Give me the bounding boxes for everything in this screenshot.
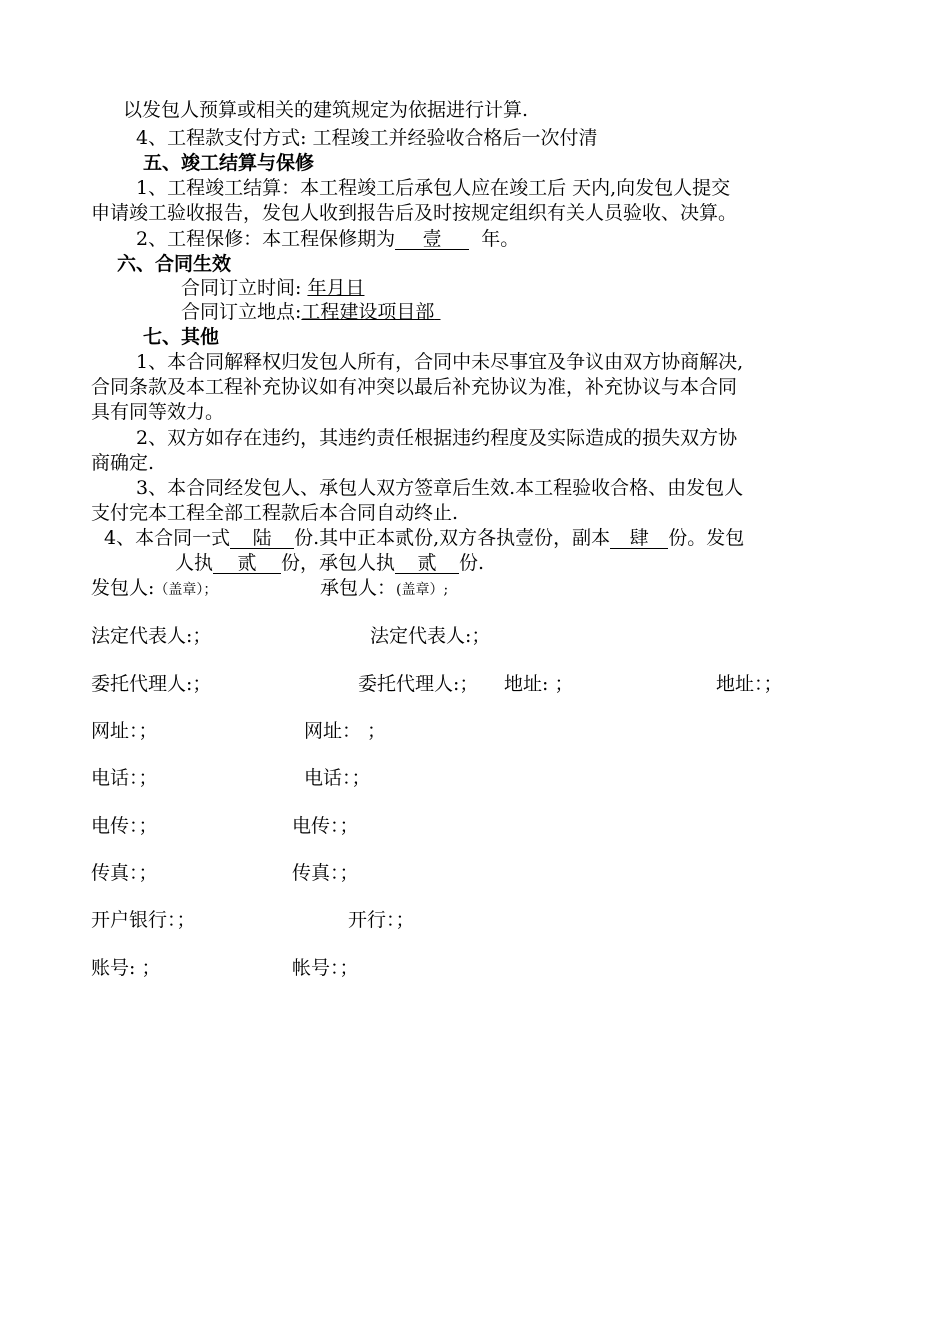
bank-employer: 开户银行：；: [91, 909, 196, 931]
website-contractor: 网址： ；: [304, 720, 387, 742]
legal-rep-contractor: 法定代表人:；: [370, 625, 491, 647]
copies-text: 份.其中正本贰份,双方各执壹份，副本: [294, 527, 611, 549]
sign-date-line: [181, 276, 364, 300]
fax-employer: 传真：；: [91, 862, 158, 884]
legal-rep-employer: 法定代表人:；: [91, 625, 212, 647]
sign-place-line: [181, 300, 440, 324]
warranty-line: [136, 227, 519, 251]
address-contractor: 地址：；: [716, 673, 783, 695]
account-employer: 账号: ；: [91, 957, 161, 979]
contractor-signature: [320, 576, 448, 600]
text-line: 1、本合同解释权归发包人所有，合同中未尽事宜及争议由双方协商解决,: [136, 351, 744, 373]
text-line: 商确定.: [91, 452, 155, 474]
text-line: 支付完本工程全部工程款后本合同自动终止.: [91, 502, 459, 524]
employer-copies: 贰: [213, 553, 281, 574]
warranty-unit: 年。: [481, 228, 520, 250]
copies-line: [104, 526, 744, 550]
copies-line-2: [175, 551, 484, 575]
warranty-label: 2、工程保修：本工程保修期为: [136, 228, 396, 250]
agent-employer: 委托代理人:；: [91, 673, 212, 695]
employer-seal: （盖章）；: [154, 582, 218, 598]
text-line: 申请竣工验收报告，发包人收到报告后及时按规定组织有关人员验收、决算。: [91, 202, 738, 224]
fax-contractor: 传真：；: [292, 862, 359, 884]
section-heading-7: 七、其他: [143, 326, 220, 348]
warranty-years: 壹: [395, 229, 469, 250]
telegraph-employer: 电传：；: [91, 815, 158, 837]
phone-contractor: 电话：；: [304, 767, 371, 789]
text-line: 1、工程竣工结算：本工程竣工后承包人应在竣工后 天内,向发包人提交: [136, 177, 731, 199]
employer-label: 发包人:: [91, 577, 155, 599]
account-contractor: 帐号：；: [292, 957, 359, 979]
text-line: 3、本合同经发包人、承包人双方签章后生效.本工程验收合格、由发包人: [136, 477, 744, 499]
duplicate-copies: 肆: [610, 528, 668, 549]
text-line: 2、双方如存在违约，其违约责任根据违约程度及实际造成的损失双方协: [136, 427, 738, 449]
text-line: 具有同等效力。: [91, 401, 225, 423]
sign-date-label: 合同订立时间:: [181, 277, 308, 299]
text-line: 合同条款及本工程补充协议如有冲突以最后补充协议为准，补充协议与本合同: [91, 376, 738, 398]
copies-text: 份，承包人执: [281, 552, 396, 574]
section-heading-5: 五、竣工结算与保修: [143, 152, 315, 174]
text-line: 4、工程款支付方式: 工程竣工并经验收合格后一次付清: [136, 127, 598, 149]
sign-place-value: 工程建设项目部: [301, 301, 435, 323]
sign-date-value: 年月日: [307, 277, 365, 299]
copies-text: 份.: [459, 552, 485, 574]
copies-text: 4、本合同一式: [104, 527, 231, 549]
contractor-seal: (盖章）;: [396, 582, 449, 598]
section-heading-6: 六、合同生效: [117, 253, 232, 275]
sign-place-label: 合同订立地点:: [181, 301, 302, 323]
phone-employer: 电话：；: [91, 767, 158, 789]
text-line: 以发包人预算或相关的建筑规定为依据进行计算.: [123, 99, 529, 121]
bank-contractor: 开行：；: [348, 909, 415, 931]
employer-signature: [91, 576, 217, 600]
address-employer: 地址: ；: [504, 673, 574, 695]
total-copies: 陆: [230, 528, 294, 549]
telegraph-contractor: 电传：；: [292, 815, 359, 837]
agent-contractor: 委托代理人:；: [358, 673, 479, 695]
contractor-label: 承包人：: [320, 577, 397, 599]
contractor-copies: 贰: [395, 553, 459, 574]
copies-text: 份。发包: [668, 527, 745, 549]
copies-text: 人执: [175, 552, 214, 574]
website-employer: 网址：；: [91, 720, 158, 742]
